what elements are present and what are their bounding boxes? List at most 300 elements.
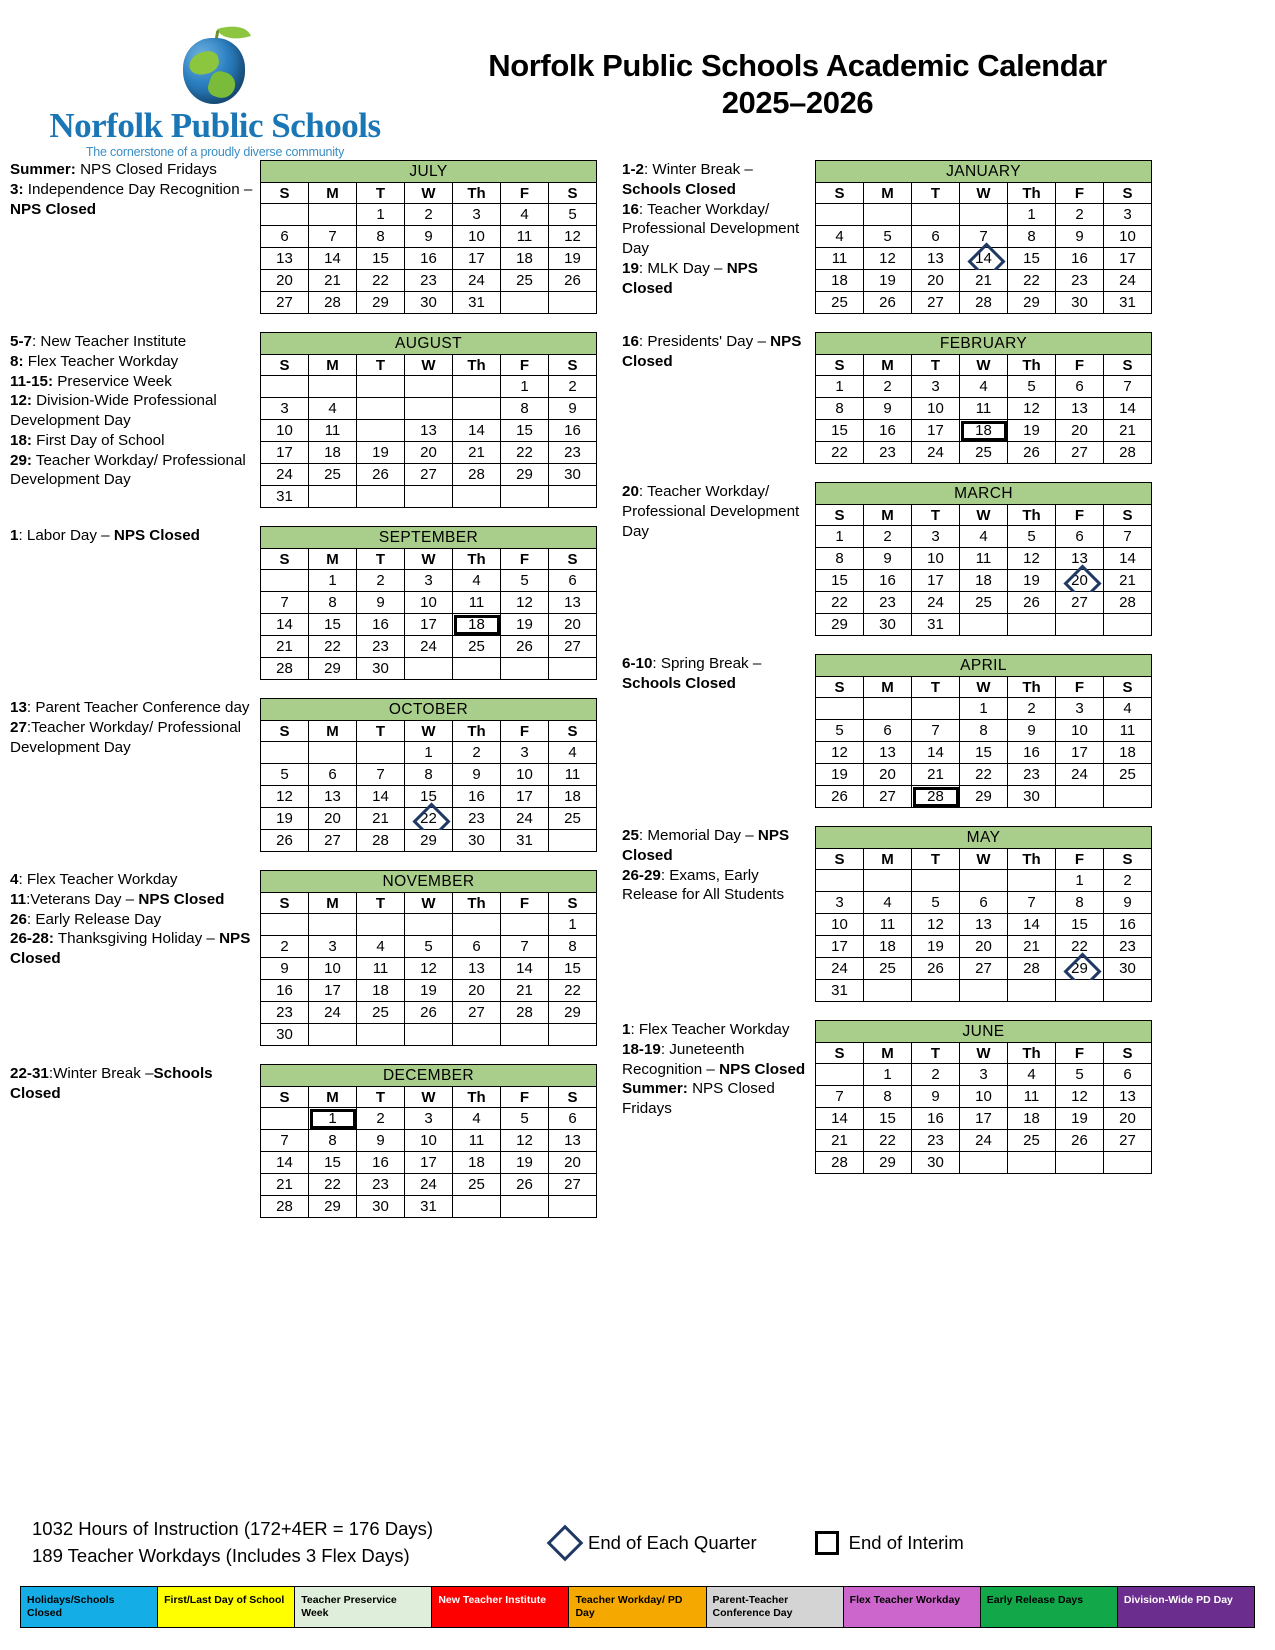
day-cell[interactable]: 3 (405, 570, 453, 592)
day-cell[interactable]: 10 (405, 1130, 453, 1152)
day-cell[interactable]: 12 (1008, 548, 1056, 570)
day-cell[interactable]: 20 (1056, 570, 1104, 592)
day-cell[interactable]: 9 (549, 398, 597, 420)
day-cell[interactable]: 21 (453, 442, 501, 464)
day-cell[interactable]: 4 (357, 936, 405, 958)
day-cell[interactable]: 26 (816, 786, 864, 808)
day-cell[interactable]: 2 (864, 526, 912, 548)
day-cell[interactable]: 22 (405, 808, 453, 830)
day-cell[interactable]: 11 (357, 958, 405, 980)
day-cell[interactable]: 9 (1056, 226, 1104, 248)
day-cell[interactable]: 29 (309, 658, 357, 680)
day-cell[interactable]: 18 (453, 614, 501, 636)
day-cell[interactable]: 26 (501, 1174, 549, 1196)
day-cell[interactable]: 26 (357, 464, 405, 486)
day-cell[interactable]: 18 (501, 248, 549, 270)
day-cell[interactable]: 30 (1056, 292, 1104, 314)
day-cell[interactable]: 23 (912, 1130, 960, 1152)
day-cell[interactable]: 27 (1056, 592, 1104, 614)
day-cell[interactable]: 10 (912, 548, 960, 570)
day-cell[interactable]: 28 (261, 658, 309, 680)
day-cell[interactable]: 6 (960, 892, 1008, 914)
day-cell[interactable]: 16 (864, 570, 912, 592)
day-cell[interactable]: 23 (1104, 936, 1152, 958)
day-cell[interactable]: 6 (549, 570, 597, 592)
day-cell[interactable]: 22 (549, 980, 597, 1002)
day-cell[interactable]: 27 (960, 958, 1008, 980)
day-cell[interactable]: 1 (309, 570, 357, 592)
day-cell[interactable]: 10 (1104, 226, 1152, 248)
day-cell[interactable]: 12 (501, 592, 549, 614)
day-cell[interactable]: 15 (405, 786, 453, 808)
day-cell[interactable]: 22 (816, 442, 864, 464)
day-cell[interactable]: 29 (1056, 958, 1104, 980)
day-cell[interactable]: 30 (261, 1024, 309, 1046)
day-cell[interactable]: 30 (405, 292, 453, 314)
day-cell[interactable]: 17 (405, 614, 453, 636)
day-cell[interactable]: 5 (261, 764, 309, 786)
day-cell[interactable]: 1 (816, 526, 864, 548)
day-cell[interactable]: 5 (864, 226, 912, 248)
day-cell[interactable]: 30 (357, 658, 405, 680)
day-cell[interactable]: 6 (453, 936, 501, 958)
day-cell[interactable]: 6 (405, 398, 453, 420)
day-cell[interactable]: 3 (960, 1064, 1008, 1086)
day-cell[interactable]: 9 (1104, 892, 1152, 914)
day-cell[interactable]: 6 (864, 720, 912, 742)
day-cell[interactable]: 5 (1056, 1064, 1104, 1086)
day-cell[interactable]: 5 (1008, 376, 1056, 398)
day-cell[interactable]: 24 (912, 442, 960, 464)
day-cell[interactable]: 29 (1008, 292, 1056, 314)
day-cell[interactable]: 9 (1008, 720, 1056, 742)
day-cell[interactable]: 21 (912, 764, 960, 786)
day-cell[interactable]: 31 (816, 980, 864, 1002)
day-cell[interactable]: 13 (1056, 398, 1104, 420)
day-cell[interactable]: 27 (309, 830, 357, 852)
day-cell[interactable]: 3 (1056, 698, 1104, 720)
day-cell[interactable]: 17 (309, 980, 357, 1002)
day-cell[interactable]: 8 (1008, 226, 1056, 248)
day-cell[interactable]: 25 (453, 1174, 501, 1196)
day-cell[interactable]: 12 (261, 786, 309, 808)
day-cell[interactable]: 22 (816, 592, 864, 614)
day-cell[interactable]: 3 (816, 892, 864, 914)
day-cell[interactable]: 24 (1056, 764, 1104, 786)
day-cell[interactable]: 23 (1056, 270, 1104, 292)
day-cell[interactable]: 4 (864, 892, 912, 914)
day-cell[interactable]: 22 (357, 270, 405, 292)
day-cell[interactable]: 18 (1008, 1108, 1056, 1130)
day-cell[interactable]: 17 (261, 442, 309, 464)
day-cell[interactable]: 4 (453, 1108, 501, 1130)
day-cell[interactable]: 17 (912, 420, 960, 442)
day-cell[interactable]: 7 (501, 936, 549, 958)
day-cell[interactable]: 1 (405, 742, 453, 764)
day-cell[interactable]: 15 (309, 614, 357, 636)
day-cell[interactable]: 14 (261, 1152, 309, 1174)
day-cell[interactable]: 16 (1104, 914, 1152, 936)
day-cell[interactable]: 25 (1008, 1130, 1056, 1152)
day-cell[interactable]: 3 (309, 936, 357, 958)
day-cell[interactable]: 21 (261, 636, 309, 658)
day-cell[interactable]: 25 (453, 636, 501, 658)
day-cell[interactable]: 5 (912, 892, 960, 914)
day-cell[interactable]: 11 (453, 592, 501, 614)
day-cell[interactable]: 8 (816, 398, 864, 420)
day-cell[interactable]: 5 (405, 936, 453, 958)
day-cell[interactable]: 25 (816, 292, 864, 314)
day-cell[interactable]: 24 (405, 636, 453, 658)
day-cell[interactable]: 23 (357, 1174, 405, 1196)
day-cell[interactable]: 14 (912, 742, 960, 764)
day-cell[interactable]: 19 (501, 614, 549, 636)
day-cell[interactable]: 18 (1104, 742, 1152, 764)
day-cell[interactable]: 17 (960, 1108, 1008, 1130)
day-cell[interactable]: 9 (864, 398, 912, 420)
day-cell[interactable]: 24 (405, 1174, 453, 1196)
day-cell[interactable]: 31 (501, 830, 549, 852)
day-cell[interactable]: 4 (501, 204, 549, 226)
day-cell[interactable]: 27 (453, 1002, 501, 1024)
day-cell[interactable]: 3 (453, 204, 501, 226)
day-cell[interactable]: 2 (912, 1064, 960, 1086)
day-cell[interactable]: 4 (960, 526, 1008, 548)
day-cell[interactable]: 11 (816, 248, 864, 270)
day-cell[interactable]: 18 (960, 570, 1008, 592)
day-cell[interactable]: 10 (405, 592, 453, 614)
day-cell[interactable]: 23 (864, 592, 912, 614)
day-cell[interactable]: 8 (357, 226, 405, 248)
day-cell[interactable]: 1 (816, 376, 864, 398)
day-cell[interactable]: 23 (453, 808, 501, 830)
day-cell[interactable]: 18 (549, 786, 597, 808)
day-cell[interactable]: 27 (864, 786, 912, 808)
day-cell[interactable]: 9 (864, 548, 912, 570)
day-cell[interactable]: 18 (453, 1152, 501, 1174)
day-cell[interactable]: 21 (501, 980, 549, 1002)
day-cell[interactable]: 7 (1104, 526, 1152, 548)
day-cell[interactable]: 16 (1056, 248, 1104, 270)
day-cell[interactable]: 25 (309, 464, 357, 486)
day-cell[interactable]: 1 (1008, 204, 1056, 226)
day-cell[interactable]: 9 (405, 226, 453, 248)
day-cell[interactable]: 10 (501, 764, 549, 786)
day-cell[interactable]: 30 (1104, 958, 1152, 980)
day-cell[interactable]: 16 (261, 980, 309, 1002)
day-cell[interactable]: 28 (501, 1002, 549, 1024)
day-cell[interactable]: 1 (309, 1108, 357, 1130)
day-cell[interactable]: 28 (357, 830, 405, 852)
day-cell[interactable]: 11 (309, 420, 357, 442)
day-cell[interactable]: 25 (960, 592, 1008, 614)
day-cell[interactable]: 8 (864, 1086, 912, 1108)
day-cell[interactable]: 14 (357, 786, 405, 808)
day-cell[interactable]: 23 (549, 442, 597, 464)
day-cell[interactable]: 15 (1008, 248, 1056, 270)
day-cell[interactable]: 12 (357, 420, 405, 442)
day-cell[interactable]: 7 (1008, 892, 1056, 914)
day-cell[interactable]: 15 (1056, 914, 1104, 936)
day-cell[interactable]: 15 (960, 742, 1008, 764)
day-cell[interactable]: 10 (309, 958, 357, 980)
day-cell[interactable]: 14 (453, 420, 501, 442)
day-cell[interactable]: 21 (960, 270, 1008, 292)
day-cell[interactable]: 20 (960, 936, 1008, 958)
day-cell[interactable]: 6 (1104, 1064, 1152, 1086)
day-cell[interactable]: 31 (1104, 292, 1152, 314)
day-cell[interactable]: 24 (261, 464, 309, 486)
day-cell[interactable]: 19 (549, 248, 597, 270)
day-cell[interactable]: 4 (1104, 698, 1152, 720)
day-cell[interactable]: 12 (816, 742, 864, 764)
day-cell[interactable]: 5 (501, 1108, 549, 1130)
day-cell[interactable]: 9 (261, 958, 309, 980)
day-cell[interactable]: 29 (405, 830, 453, 852)
day-cell[interactable]: 30 (453, 830, 501, 852)
day-cell[interactable]: 24 (960, 1130, 1008, 1152)
day-cell[interactable]: 14 (501, 958, 549, 980)
day-cell[interactable]: 5 (501, 570, 549, 592)
day-cell[interactable]: 13 (549, 1130, 597, 1152)
day-cell[interactable]: 13 (549, 592, 597, 614)
day-cell[interactable]: 22 (864, 1130, 912, 1152)
day-cell[interactable]: 16 (405, 248, 453, 270)
day-cell[interactable]: 7 (912, 720, 960, 742)
day-cell[interactable]: 27 (261, 292, 309, 314)
day-cell[interactable]: 9 (453, 764, 501, 786)
day-cell[interactable]: 31 (912, 614, 960, 636)
day-cell[interactable]: 5 (1008, 526, 1056, 548)
day-cell[interactable]: 18 (864, 936, 912, 958)
day-cell[interactable]: 8 (405, 764, 453, 786)
day-cell[interactable]: 7 (357, 764, 405, 786)
day-cell[interactable]: 10 (261, 420, 309, 442)
day-cell[interactable]: 5 (357, 398, 405, 420)
day-cell[interactable]: 31 (405, 1196, 453, 1218)
day-cell[interactable]: 26 (1056, 1130, 1104, 1152)
day-cell[interactable]: 12 (864, 248, 912, 270)
day-cell[interactable]: 12 (912, 914, 960, 936)
day-cell[interactable]: 2 (357, 1108, 405, 1130)
day-cell[interactable]: 30 (549, 464, 597, 486)
day-cell[interactable]: 11 (501, 226, 549, 248)
day-cell[interactable]: 15 (864, 1108, 912, 1130)
day-cell[interactable]: 28 (1104, 592, 1152, 614)
day-cell[interactable]: 29 (357, 292, 405, 314)
day-cell[interactable]: 22 (501, 442, 549, 464)
day-cell[interactable]: 26 (1008, 592, 1056, 614)
day-cell[interactable]: 12 (1008, 398, 1056, 420)
day-cell[interactable]: 3 (501, 742, 549, 764)
day-cell[interactable]: 28 (309, 292, 357, 314)
day-cell[interactable]: 14 (1008, 914, 1056, 936)
day-cell[interactable]: 11 (960, 548, 1008, 570)
day-cell[interactable]: 17 (1056, 742, 1104, 764)
day-cell[interactable]: 17 (453, 248, 501, 270)
day-cell[interactable]: 26 (864, 292, 912, 314)
day-cell[interactable]: 15 (309, 1152, 357, 1174)
day-cell[interactable]: 2 (864, 376, 912, 398)
day-cell[interactable]: 17 (816, 936, 864, 958)
day-cell[interactable]: 20 (453, 980, 501, 1002)
day-cell[interactable]: 16 (864, 420, 912, 442)
day-cell[interactable]: 8 (309, 1130, 357, 1152)
day-cell[interactable]: 20 (912, 270, 960, 292)
day-cell[interactable]: 11 (1008, 1086, 1056, 1108)
day-cell[interactable]: 2 (405, 204, 453, 226)
day-cell[interactable]: 11 (864, 914, 912, 936)
day-cell[interactable]: 2 (1104, 870, 1152, 892)
day-cell[interactable]: 20 (405, 442, 453, 464)
day-cell[interactable]: 6 (912, 226, 960, 248)
day-cell[interactable]: 12 (501, 1130, 549, 1152)
day-cell[interactable]: 29 (501, 464, 549, 486)
day-cell[interactable]: 15 (816, 420, 864, 442)
day-cell[interactable]: 13 (405, 420, 453, 442)
day-cell[interactable]: 31 (453, 292, 501, 314)
day-cell[interactable]: 8 (960, 720, 1008, 742)
day-cell[interactable]: 21 (261, 1174, 309, 1196)
day-cell[interactable]: 11 (549, 764, 597, 786)
day-cell[interactable]: 25 (357, 1002, 405, 1024)
day-cell[interactable]: 24 (453, 270, 501, 292)
day-cell[interactable]: 1 (960, 698, 1008, 720)
day-cell[interactable]: 19 (1008, 420, 1056, 442)
day-cell[interactable]: 28 (1008, 958, 1056, 980)
day-cell[interactable]: 11 (1104, 720, 1152, 742)
day-cell[interactable]: 6 (549, 1108, 597, 1130)
day-cell[interactable]: 4 (453, 570, 501, 592)
day-cell[interactable]: 21 (357, 808, 405, 830)
day-cell[interactable]: 19 (261, 808, 309, 830)
day-cell[interactable]: 19 (1056, 1108, 1104, 1130)
day-cell[interactable]: 24 (912, 592, 960, 614)
day-cell[interactable]: 22 (1008, 270, 1056, 292)
day-cell[interactable]: 16 (453, 786, 501, 808)
day-cell[interactable]: 16 (357, 1152, 405, 1174)
day-cell[interactable]: 11 (960, 398, 1008, 420)
day-cell[interactable]: 17 (912, 570, 960, 592)
day-cell[interactable]: 14 (816, 1108, 864, 1130)
day-cell[interactable]: 26 (501, 636, 549, 658)
day-cell[interactable]: 21 (1104, 420, 1152, 442)
day-cell[interactable]: 25 (549, 808, 597, 830)
day-cell[interactable]: 14 (309, 248, 357, 270)
day-cell[interactable]: 2 (357, 570, 405, 592)
day-cell[interactable]: 23 (357, 636, 405, 658)
day-cell[interactable]: 28 (453, 464, 501, 486)
day-cell[interactable]: 22 (960, 764, 1008, 786)
day-cell[interactable]: 14 (1104, 548, 1152, 570)
day-cell[interactable]: 2 (261, 936, 309, 958)
day-cell[interactable]: 23 (864, 442, 912, 464)
day-cell[interactable]: 26 (261, 830, 309, 852)
day-cell[interactable]: 9 (357, 592, 405, 614)
day-cell[interactable]: 13 (864, 742, 912, 764)
day-cell[interactable]: 25 (960, 442, 1008, 464)
day-cell[interactable]: 16 (357, 614, 405, 636)
day-cell[interactable]: 3 (405, 1108, 453, 1130)
day-cell[interactable]: 16 (1008, 742, 1056, 764)
day-cell[interactable]: 20 (1056, 420, 1104, 442)
day-cell[interactable]: 13 (912, 248, 960, 270)
day-cell[interactable]: 2 (1056, 204, 1104, 226)
day-cell[interactable]: 22 (309, 1174, 357, 1196)
day-cell[interactable]: 29 (309, 1196, 357, 1218)
day-cell[interactable]: 6 (261, 226, 309, 248)
day-cell[interactable]: 15 (357, 248, 405, 270)
day-cell[interactable]: 14 (261, 614, 309, 636)
day-cell[interactable]: 5 (816, 720, 864, 742)
day-cell[interactable]: 30 (357, 1196, 405, 1218)
day-cell[interactable]: 16 (912, 1108, 960, 1130)
day-cell[interactable]: 4 (549, 742, 597, 764)
day-cell[interactable]: 29 (816, 614, 864, 636)
day-cell[interactable]: 20 (309, 808, 357, 830)
day-cell[interactable]: 30 (1008, 786, 1056, 808)
day-cell[interactable]: 8 (309, 592, 357, 614)
day-cell[interactable]: 2 (1008, 698, 1056, 720)
day-cell[interactable]: 17 (1104, 248, 1152, 270)
day-cell[interactable]: 1 (864, 1064, 912, 1086)
day-cell[interactable]: 20 (549, 1152, 597, 1174)
day-cell[interactable]: 1 (549, 914, 597, 936)
day-cell[interactable]: 18 (816, 270, 864, 292)
day-cell[interactable]: 3 (261, 398, 309, 420)
day-cell[interactable]: 26 (1008, 442, 1056, 464)
day-cell[interactable]: 7 (261, 1130, 309, 1152)
day-cell[interactable]: 18 (960, 420, 1008, 442)
day-cell[interactable]: 26 (912, 958, 960, 980)
day-cell[interactable]: 24 (1104, 270, 1152, 292)
day-cell[interactable]: 24 (501, 808, 549, 830)
day-cell[interactable]: 6 (309, 764, 357, 786)
day-cell[interactable]: 25 (864, 958, 912, 980)
day-cell[interactable]: 15 (816, 570, 864, 592)
day-cell[interactable]: 9 (357, 1130, 405, 1152)
day-cell[interactable]: 8 (501, 398, 549, 420)
day-cell[interactable]: 28 (960, 292, 1008, 314)
day-cell[interactable]: 20 (1104, 1108, 1152, 1130)
day-cell[interactable]: 28 (261, 1196, 309, 1218)
day-cell[interactable]: 27 (549, 636, 597, 658)
day-cell[interactable]: 26 (405, 1002, 453, 1024)
day-cell[interactable]: 11 (453, 1130, 501, 1152)
day-cell[interactable]: 13 (453, 958, 501, 980)
day-cell[interactable]: 19 (1008, 570, 1056, 592)
day-cell[interactable]: 19 (864, 270, 912, 292)
day-cell[interactable]: 19 (405, 980, 453, 1002)
day-cell[interactable]: 30 (864, 614, 912, 636)
day-cell[interactable]: 3 (912, 376, 960, 398)
day-cell[interactable]: 13 (960, 914, 1008, 936)
day-cell[interactable]: 25 (1104, 764, 1152, 786)
day-cell[interactable]: 6 (1056, 376, 1104, 398)
day-cell[interactable]: 23 (405, 270, 453, 292)
day-cell[interactable]: 7 (816, 1086, 864, 1108)
day-cell[interactable]: 10 (453, 226, 501, 248)
day-cell[interactable]: 1 (357, 204, 405, 226)
day-cell[interactable]: 4 (309, 398, 357, 420)
day-cell[interactable]: 17 (405, 1152, 453, 1174)
day-cell[interactable]: 13 (261, 248, 309, 270)
day-cell[interactable]: 18 (309, 442, 357, 464)
day-cell[interactable]: 9 (912, 1086, 960, 1108)
day-cell[interactable]: 13 (1056, 548, 1104, 570)
day-cell[interactable]: 10 (912, 398, 960, 420)
day-cell[interactable]: 28 (1104, 442, 1152, 464)
